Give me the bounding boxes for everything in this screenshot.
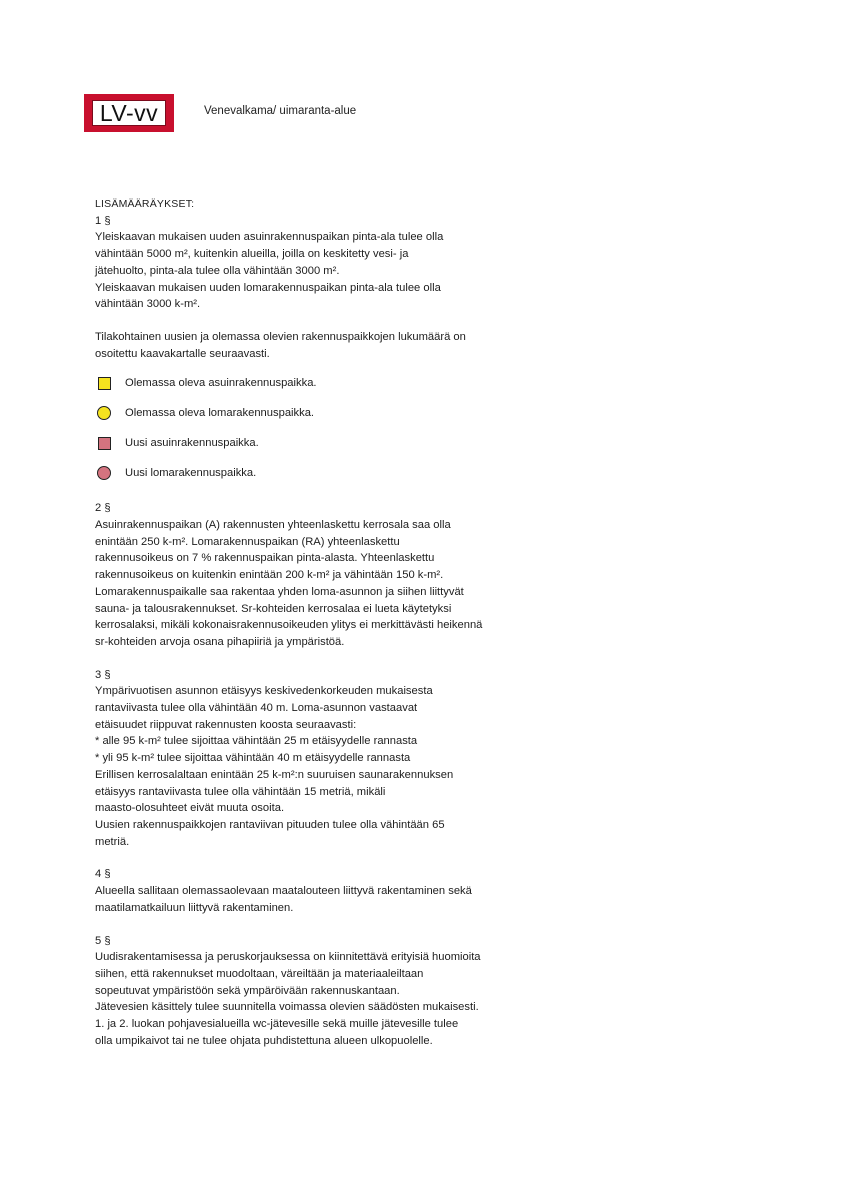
text-line: Yleiskaavan mukaisen uuden lomarakennuspaikan pinta-ala tulee olla: [95, 281, 441, 294]
zone-code-box: [84, 94, 174, 132]
text-line: sauna- ja talousrakennukset. Sr-kohteiden kerrosalaa ei lueta käytetyksi: [95, 602, 452, 615]
text-line: jätehuolto, pinta-ala tulee olla vähintään 3000 m².: [95, 264, 340, 277]
text-line: * yli 95 k-m² tulee sijoittaa vähintään 40 m etäisyydelle rannasta: [95, 752, 411, 765]
section-number: 3 §: [95, 668, 111, 681]
text-line: rakennusoikeus on 7 % rakennuspaikan pinta-alasta. Yhteenlaskettu: [95, 552, 435, 565]
pink-circle-icon: [97, 466, 111, 480]
section-1: [95, 213, 555, 363]
text-line: Uudisrakentamisessa ja peruskorjauksessa on kiinnitettävä erityisiä huomioita: [95, 951, 481, 964]
regulations-heading: LISÄMÄÄRÄYKSET:: [95, 198, 195, 210]
legend-item-existing-holiday: [95, 398, 555, 428]
legend: [95, 368, 555, 488]
legend-label: Olemassa oleva lomarakennuspaikka.: [125, 406, 315, 419]
zone-description: Venevalkama/ uimaranta-alue: [204, 105, 357, 117]
zone-code: LV-vv: [92, 100, 166, 126]
section-number: 1 §: [95, 214, 111, 227]
legend-item-new-holiday: [95, 458, 555, 488]
section-5: [95, 933, 555, 1050]
text-line: maatilamatkailuun liittyvä rakentaminen.: [95, 901, 294, 914]
section-3: [95, 667, 555, 851]
text-line: Asuinrakennuspaikan (A) rakennusten yhteenlaskettu kerrosala saa olla: [95, 519, 451, 532]
text-line: sr-kohteiden arvoja osana pihapiiriä ja ympäristöä.: [95, 635, 345, 648]
text-line: etäisuudet riippuvat rakennusten koosta seuraavasti:: [95, 718, 357, 731]
text-line: * alle 95 k-m² tulee sijoittaa vähintään 25 m etäisyydelle rannasta: [95, 735, 418, 748]
section-2: [95, 500, 555, 650]
text-line: Tilakohtainen uusien ja olemassa olevien rakennuspaikkojen lukumäärä on: [95, 330, 466, 343]
text-line: etäisyys rantaviivasta tulee olla vähintään 15 metriä, mikäli: [95, 785, 386, 798]
section-4: [95, 866, 555, 916]
legend-item-new-residential: [95, 428, 555, 458]
text-line: Jätevesien käsittely tulee suunnitella voimassa olevien säädösten mukaisesti.: [95, 1001, 479, 1014]
text-line: 1. ja 2. luokan pohjavesialueilla wc-jätevesille sekä muille jätevesille tulee: [95, 1018, 459, 1031]
text-line: Erillisen kerrosalaltaan enintään 25 k-m²:n suuruisen saunarakennuksen: [95, 768, 454, 781]
text-line: sopeutuvat ympäristöön sekä ympäröivään rakennuskantaan.: [95, 984, 400, 997]
legend-label: Uusi lomarakennuspaikka.: [125, 466, 257, 479]
yellow-circle-icon: [97, 406, 111, 420]
section-number: 5 §: [95, 934, 111, 947]
section-number: 4 §: [95, 868, 111, 881]
text-line: Ympärivuotisen asunnon etäisyys keskivedenkorkeuden mukaisesta: [95, 685, 433, 698]
legend-item-existing-residential: [95, 368, 555, 398]
section-number: 2 §: [95, 502, 111, 515]
text-line: kerrosalaksi, mikäli kokonaisrakennusoikeuden ylitys ei merkittävästi heikennä: [95, 619, 483, 632]
legend-label: Olemassa oleva asuinrakennuspaikka.: [125, 376, 317, 389]
pink-square-icon: [98, 437, 111, 450]
text-line: Lomarakennuspaikalle saa rakentaa yhden loma-asunnon ja siihen liittyvät: [95, 585, 464, 598]
text-line: Uusien rakennuspaikkojen rantaviivan pituuden tulee olla vähintään 65: [95, 818, 445, 831]
regulations: [95, 196, 555, 1049]
text-line: osoitettu kaavakartalle seuraavasti.: [95, 347, 270, 360]
text-line: enintään 250 k-m². Lomarakennuspaikan (RA) yhteenlaskettu: [95, 535, 400, 548]
text-line: rakennusoikeus on kuitenkin enintään 200 k-m² ja vähintään 150 k-m².: [95, 569, 444, 582]
yellow-square-icon: [98, 377, 111, 390]
text-line: metriä.: [95, 835, 130, 848]
text-line: rantaviivasta tulee olla vähintään 40 m. Loma-asunnon vastaavat: [95, 702, 418, 715]
text-line: siihen, että rakennukset muodoltaan, väreiltään ja materiaaleiltaan: [95, 967, 424, 980]
text-line: vähintään 3000 k-m².: [95, 298, 201, 311]
legend-label: Uusi asuinrakennuspaikka.: [125, 436, 259, 449]
text-line: maasto-olosuhteet eivät muuta osoita.: [95, 802, 285, 815]
text-line: Alueella sallitaan olemassaolevaan maatalouteen liittyvä rakentaminen sekä: [95, 885, 472, 898]
text-line: olla umpikaivot tai ne tulee ohjata puhdistettuna alueen ulkopuolelle.: [95, 1034, 433, 1047]
text-line: vähintään 5000 m², kuitenkin alueilla, joilla on keskitetty vesi- ja: [95, 248, 409, 261]
text-line: Yleiskaavan mukaisen uuden asuinrakennuspaikan pinta-ala tulee olla: [95, 231, 444, 244]
